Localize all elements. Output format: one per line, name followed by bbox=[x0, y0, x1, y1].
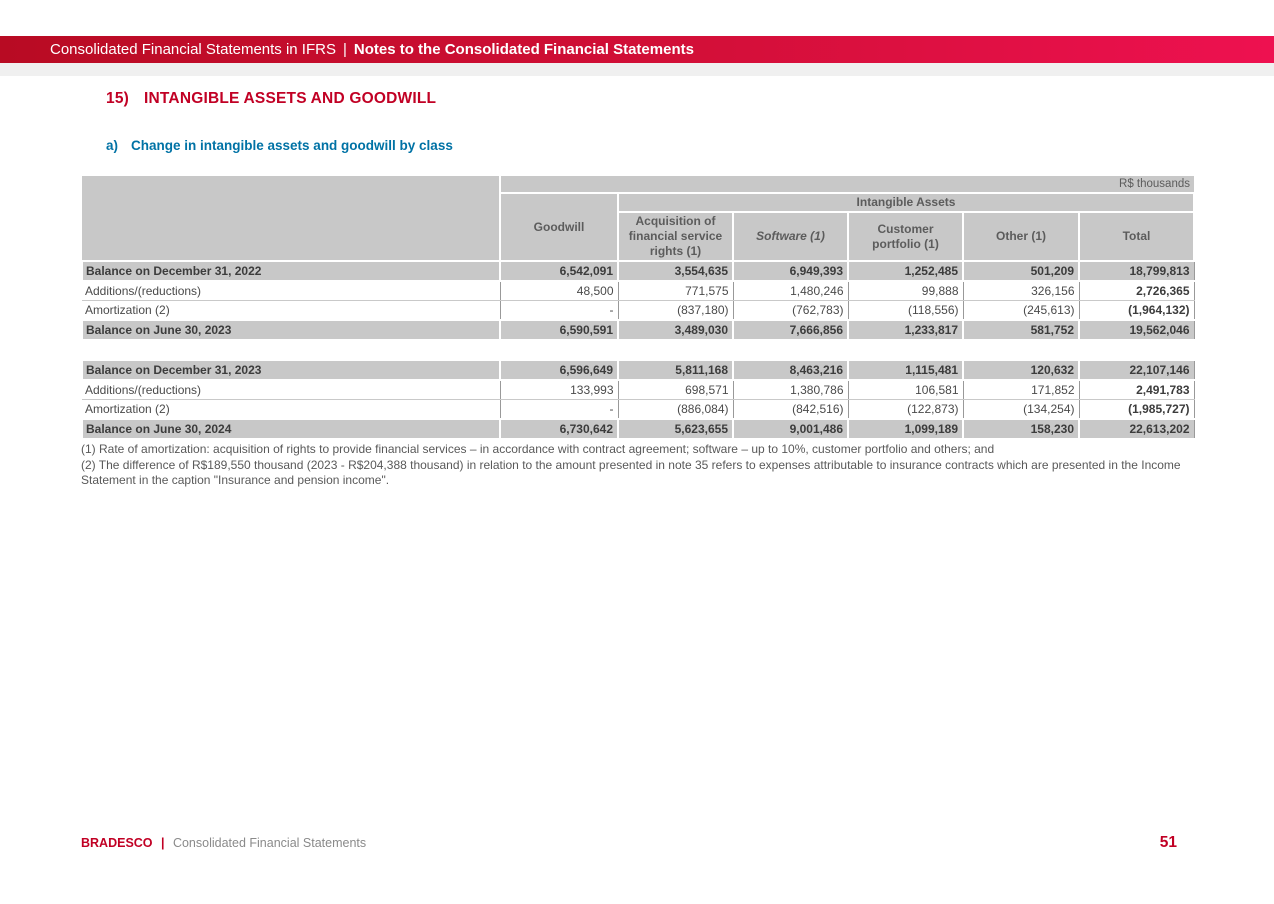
cell-value: 6,542,091 bbox=[500, 261, 618, 281]
cell-value: (842,516) bbox=[733, 400, 848, 420]
cell-value: 106,581 bbox=[848, 380, 963, 400]
cell-value: (886,084) bbox=[618, 400, 733, 420]
balance-row bbox=[82, 261, 1194, 281]
row-label: Additions/(reductions) bbox=[82, 281, 500, 301]
page-content bbox=[81, 90, 1193, 489]
cell-value: 133,993 bbox=[500, 380, 618, 400]
brand-name: BRADESCO bbox=[81, 836, 153, 850]
cell-value: 158,230 bbox=[963, 419, 1079, 439]
table-body bbox=[82, 261, 1194, 439]
column-header-total: Total bbox=[1079, 212, 1194, 261]
cell-value: (1,964,132) bbox=[1079, 301, 1194, 321]
column-header-customer-portfolio: Customer portfolio (1) bbox=[848, 212, 963, 261]
footnote-1: (1) Rate of amortization: acquisition of rights to provide financial services – in accordance with contract agreement; software – up to 10%, customer portfolio and others; and bbox=[81, 442, 995, 457]
cell-value: 1,099,189 bbox=[848, 419, 963, 439]
subsection-letter: a) bbox=[106, 138, 119, 153]
cell-value: 771,575 bbox=[618, 281, 733, 301]
cell-value: 5,623,655 bbox=[618, 419, 733, 439]
cell-value: 3,554,635 bbox=[618, 261, 733, 281]
table-header bbox=[82, 176, 1194, 261]
cell-value: (245,613) bbox=[963, 301, 1079, 321]
cell-value: (134,254) bbox=[963, 400, 1079, 420]
cell-value: 5,811,168 bbox=[618, 360, 733, 380]
cell-value: 7,666,856 bbox=[733, 320, 848, 340]
cell-value: (762,783) bbox=[733, 301, 848, 321]
section-number: 15) bbox=[106, 90, 130, 107]
column-header-other: Other (1) bbox=[963, 212, 1079, 261]
table-row bbox=[82, 400, 1194, 420]
cell-value: 581,752 bbox=[963, 320, 1079, 340]
cell-value: 326,156 bbox=[963, 281, 1079, 301]
row-label: Additions/(reductions) bbox=[82, 380, 500, 400]
cell-value: 120,632 bbox=[963, 360, 1079, 380]
cell-value: 6,596,649 bbox=[500, 360, 618, 380]
column-header-goodwill: Goodwill bbox=[500, 193, 618, 261]
footnote-2: (2) The difference of R$189,550 thousand (2023 - R$204,388 thousand) in relation to the amount presented in note 35 refers to expenses attributable to insurance contracts which are presented in the Income Statement in the caption "Insurance and pension income". bbox=[81, 457, 1181, 488]
corner-cell bbox=[82, 176, 500, 261]
column-header-acquisition: Acquisition of financial service rights (1) bbox=[618, 212, 733, 261]
banner-substrip bbox=[0, 63, 1274, 76]
column-header-software: Software (1) bbox=[733, 212, 848, 261]
balance-row bbox=[82, 360, 1194, 380]
cell-value: 171,852 bbox=[963, 380, 1079, 400]
subsection-heading bbox=[81, 138, 1193, 153]
cell-value: 698,571 bbox=[618, 380, 733, 400]
cell-value: 99,888 bbox=[848, 281, 963, 301]
page-number: 51 bbox=[1159, 834, 1177, 851]
unit-row bbox=[82, 176, 1194, 193]
footer-separator: | bbox=[161, 836, 165, 850]
page-footer bbox=[81, 834, 1193, 852]
table-row bbox=[82, 301, 1194, 321]
subsection-title-text: Change in intangible assets and goodwill by class bbox=[131, 138, 453, 153]
table-row bbox=[82, 380, 1194, 400]
banner-left-text: Consolidated Financial Statements in IFRS bbox=[50, 41, 336, 58]
footer-left bbox=[81, 834, 366, 852]
intangible-assets-table bbox=[81, 176, 1195, 440]
cell-value: 2,726,365 bbox=[1079, 281, 1194, 301]
balance-row bbox=[82, 419, 1194, 439]
cell-value: 2,491,783 bbox=[1079, 380, 1194, 400]
cell-value: (118,556) bbox=[848, 301, 963, 321]
cell-value: (122,873) bbox=[848, 400, 963, 420]
row-label: Balance on December 31, 2023 bbox=[82, 360, 500, 380]
cell-value: 1,480,246 bbox=[733, 281, 848, 301]
group-header-intangible-assets: Intangible Assets bbox=[618, 193, 1194, 212]
cell-value: - bbox=[500, 301, 618, 321]
header-banner bbox=[0, 36, 1274, 63]
table-row bbox=[82, 281, 1194, 301]
cell-value: 19,562,046 bbox=[1079, 320, 1194, 340]
cell-value: 1,233,817 bbox=[848, 320, 963, 340]
cell-value: 1,252,485 bbox=[848, 261, 963, 281]
row-label: Balance on June 30, 2024 bbox=[82, 419, 500, 439]
section-heading bbox=[81, 90, 1193, 108]
cell-value: 18,799,813 bbox=[1079, 261, 1194, 281]
footer-text: Consolidated Financial Statements bbox=[172, 836, 367, 850]
banner-separator: | bbox=[342, 41, 347, 58]
cell-value: 501,209 bbox=[963, 261, 1079, 281]
row-label: Balance on June 30, 2023 bbox=[82, 320, 500, 340]
footnotes bbox=[81, 442, 1193, 489]
balance-row bbox=[82, 320, 1194, 340]
row-label: Amortization (2) bbox=[82, 301, 500, 321]
cell-value: 3,489,030 bbox=[618, 320, 733, 340]
cell-value: (837,180) bbox=[618, 301, 733, 321]
cell-value: - bbox=[500, 400, 618, 420]
cell-value: 9,001,486 bbox=[733, 419, 848, 439]
cell-value: 22,107,146 bbox=[1079, 360, 1194, 380]
cell-value: 8,463,216 bbox=[733, 360, 848, 380]
row-label: Balance on December 31, 2022 bbox=[82, 261, 500, 281]
cell-value: 1,115,481 bbox=[848, 360, 963, 380]
cell-value: 6,590,591 bbox=[500, 320, 618, 340]
banner-right-text: Notes to the Consolidated Financial Statements bbox=[353, 41, 694, 58]
cell-value: 1,380,786 bbox=[733, 380, 848, 400]
cell-value: 6,730,642 bbox=[500, 419, 618, 439]
cell-value: (1,985,727) bbox=[1079, 400, 1194, 420]
table-block-spacer bbox=[82, 340, 1194, 360]
cell-value: 6,949,393 bbox=[733, 261, 848, 281]
cell-value: 48,500 bbox=[500, 281, 618, 301]
unit-label: R$ thousands bbox=[500, 176, 1194, 193]
section-title-text: INTANGIBLE ASSETS AND GOODWILL bbox=[144, 90, 437, 107]
row-label: Amortization (2) bbox=[82, 400, 500, 420]
cell-value: 22,613,202 bbox=[1079, 419, 1194, 439]
